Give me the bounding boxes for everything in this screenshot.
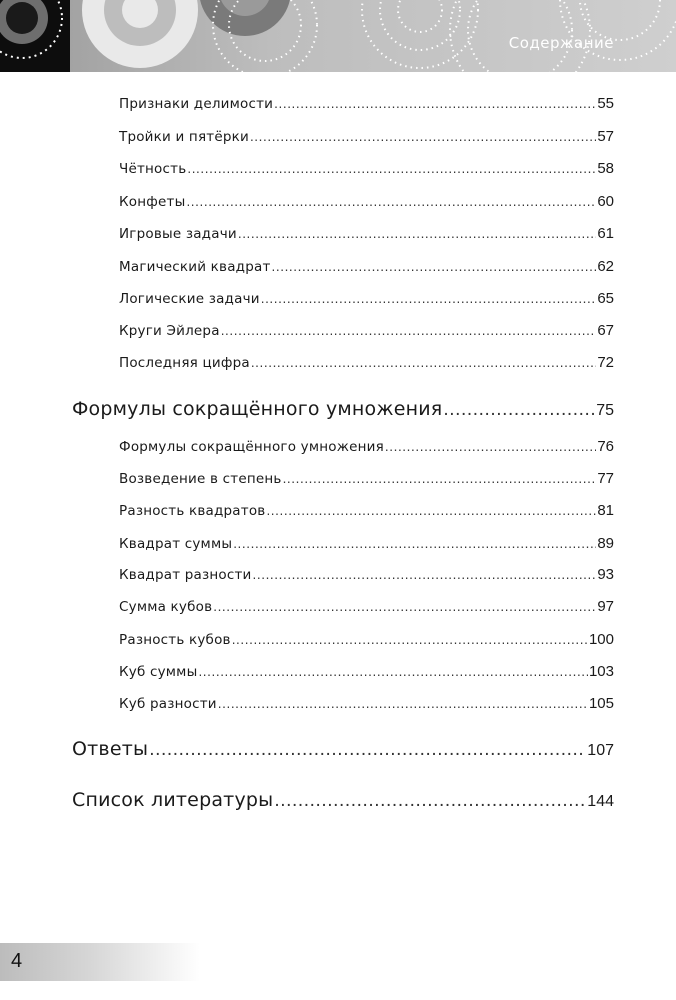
toc-entry-title: Круги Эйлера xyxy=(119,323,220,339)
toc-dot-leader xyxy=(232,632,588,647)
toc-entry[interactable] xyxy=(119,290,614,307)
toc-entry-title: Возведение в степень xyxy=(119,471,282,487)
toc-entry-title: Квадрат разности xyxy=(119,567,252,583)
toc-entry-page: 76 xyxy=(597,438,614,455)
toc-entry-title: Куб суммы xyxy=(119,664,198,680)
toc-dot-leader xyxy=(198,664,588,679)
toc-dot-leader xyxy=(238,226,596,241)
toc-dot-leader xyxy=(253,567,597,582)
toc-section-page: 107 xyxy=(587,742,614,759)
toc-entry-page: 93 xyxy=(597,566,614,583)
toc-dot-leader xyxy=(443,399,595,421)
toc-dot-leader xyxy=(221,323,597,338)
toc-entry-title: Квадрат суммы xyxy=(119,536,233,552)
toc-section-title: Формулы сокращённого умножения xyxy=(72,398,443,420)
toc-dot-leader xyxy=(250,129,596,144)
toc-entry[interactable] xyxy=(119,438,614,455)
toc-entry-page: 105 xyxy=(588,695,614,712)
toc-entry-page: 77 xyxy=(597,470,614,487)
toc-entry-page: 57 xyxy=(597,128,614,145)
toc-entry-title: Чётность xyxy=(119,161,187,177)
running-header-title: Содержание xyxy=(508,34,614,52)
toc-dot-leader xyxy=(218,696,588,711)
toc-dot-leader xyxy=(266,503,596,518)
toc-entry-page: 67 xyxy=(597,322,614,339)
toc-entry[interactable] xyxy=(119,631,614,648)
toc-section-page: 144 xyxy=(587,793,614,810)
toc-dot-leader xyxy=(385,439,596,454)
page-number: 4 xyxy=(11,950,23,972)
toc-entry[interactable] xyxy=(119,663,614,680)
toc-entry[interactable] xyxy=(119,95,614,112)
toc-dot-leader xyxy=(251,355,597,370)
toc-entry[interactable] xyxy=(119,193,614,210)
toc-entry-title: Формулы сокращённого умножения xyxy=(119,439,384,455)
toc-entry-page: 97 xyxy=(597,598,614,615)
toc-entry[interactable] xyxy=(119,160,614,177)
toc-entry-page: 60 xyxy=(597,193,614,210)
toc-entry[interactable] xyxy=(119,225,614,242)
toc-entry-title: Сумма кубов xyxy=(119,599,213,615)
toc-dot-leader xyxy=(274,96,596,111)
toc-entry-page: 62 xyxy=(597,258,614,275)
toc-entry-title: Тройки и пятёрки xyxy=(119,129,249,145)
toc-entry[interactable] xyxy=(119,258,614,275)
toc-dot-leader xyxy=(186,194,596,209)
toc-entry-page: 72 xyxy=(597,354,614,371)
toc-entry-title: Игровые задачи xyxy=(119,226,237,242)
toc-entry-page: 81 xyxy=(597,502,614,519)
toc-entry[interactable] xyxy=(119,470,614,487)
toc-section-title: Список литературы xyxy=(72,789,274,811)
toc-entry-title: Магический квадрат xyxy=(119,259,271,275)
toc-entry-title: Признаки делимости xyxy=(119,96,274,112)
toc-entry-page: 55 xyxy=(597,95,614,112)
toc-entry-title: Логические задачи xyxy=(119,291,260,307)
toc-entry[interactable] xyxy=(119,128,614,145)
toc-entry-page: 65 xyxy=(597,290,614,307)
toc-entry-page: 58 xyxy=(597,160,614,177)
toc-dot-leader xyxy=(261,291,597,306)
toc-dot-leader xyxy=(233,536,596,551)
toc-entry[interactable] xyxy=(119,598,614,615)
footer-gradient-bar xyxy=(0,943,200,981)
toc-dot-leader xyxy=(213,599,596,614)
toc-dot-leader xyxy=(149,739,586,761)
toc-entry[interactable] xyxy=(119,354,614,371)
toc-dot-leader xyxy=(283,471,597,486)
toc-entry-page: 89 xyxy=(597,535,614,552)
toc-dot-leader xyxy=(274,790,586,812)
toc-entry-title: Последняя цифра xyxy=(119,355,250,371)
toc-entry[interactable] xyxy=(119,502,614,519)
toc-entry[interactable] xyxy=(119,322,614,339)
toc-dot-leader xyxy=(272,259,597,274)
toc-entry[interactable] xyxy=(119,535,614,552)
toc-entry-title: Разность кубов xyxy=(119,632,231,648)
toc-entry-page: 61 xyxy=(597,225,614,242)
toc-entry-page: 103 xyxy=(588,663,614,680)
toc-section-entry[interactable] xyxy=(72,789,614,812)
toc-dot-leader xyxy=(187,161,596,176)
toc-section-title: Ответы xyxy=(72,738,149,760)
toc-section-entry[interactable] xyxy=(72,398,614,421)
toc-entry[interactable] xyxy=(119,695,614,712)
toc-entry-title: Конфеты xyxy=(119,194,186,210)
toc-entry-title: Разность квадратов xyxy=(119,503,266,519)
toc-entry-title: Куб разности xyxy=(119,696,217,712)
toc-entry[interactable] xyxy=(119,566,614,583)
toc-section-page: 75 xyxy=(596,402,614,419)
toc-section-entry[interactable] xyxy=(72,738,614,761)
toc-entry-page: 100 xyxy=(588,631,614,648)
